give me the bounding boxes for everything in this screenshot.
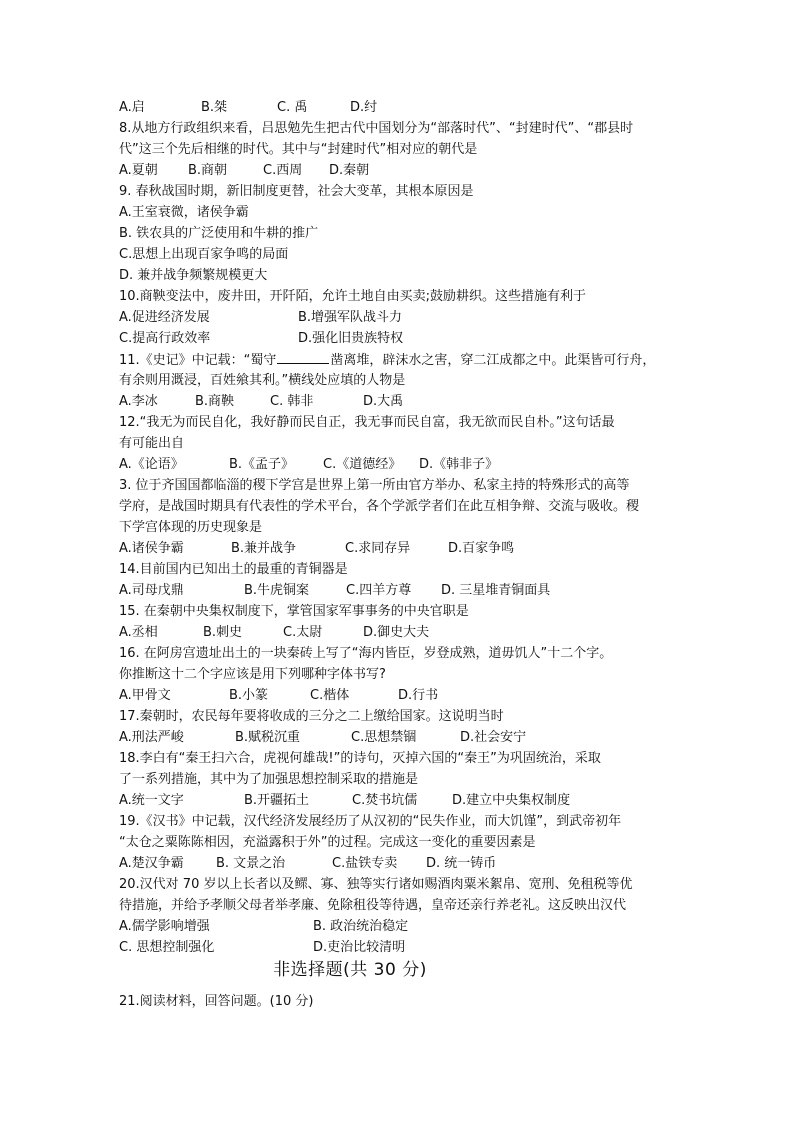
q10-stem: 10.商鞅变法中，废井田，开阡陌，允许土地自由买卖;鼓励耕织。这些措施有利于 xyxy=(119,289,587,304)
q14-option-c: C.四羊方尊 xyxy=(346,583,412,598)
q13-stem-line3: 下学宫体现的历史现象是 xyxy=(119,520,263,535)
q12-option-b: B.《孟子》 xyxy=(229,457,295,472)
q8-stem-line1: 8.从地方行政组织来看，吕思勉先生把古代中国划分为“部落时代”、“封建时代”、“郡县时 xyxy=(119,121,634,136)
q20-option-c: C. 思想控制强化 xyxy=(119,940,215,955)
q12-option-a: A.《论语》 xyxy=(119,457,184,472)
q9-stem: 9. 春秋战国时期，新旧制度更替，社会大变革，其根本原因是 xyxy=(119,184,474,199)
q16-stem-line2: 你推断这十二个字应该是用下列哪种字体书写? xyxy=(119,667,386,682)
q9-option-a: A.王室衰微，诸侯争霸 xyxy=(119,205,249,220)
q11-option-c: C. 韩非 xyxy=(270,394,314,409)
q11-option-d: D.大禹 xyxy=(363,394,404,409)
q8-stem-line2: 代”这三个先后相继的时代。其中与“封建时代”相对应的朝代是 xyxy=(119,142,478,157)
q11-answer-blank xyxy=(277,349,329,364)
q21-stem: 21.阅读材料，回答问题。(10 分) xyxy=(119,994,314,1009)
q15-option-a: A.丞相 xyxy=(119,625,158,640)
q10-option-d: D.强化旧贵族特权 xyxy=(298,331,404,346)
q11-stem-line2: 有余则用溉浸，百姓飨其利。”横线处应填的人物是 xyxy=(119,373,406,388)
q10-option-a: A.促进经济发展 xyxy=(119,310,210,325)
q8-option-b: B.商朝 xyxy=(188,163,228,178)
q8-option-d: D.秦朝 xyxy=(329,163,370,178)
q15-option-c: C.太尉 xyxy=(283,625,323,640)
q16-option-a: A.甲骨文 xyxy=(119,688,171,703)
q20-option-d: D.吏治比较清明 xyxy=(313,940,406,955)
q19-option-c: C.盐铁专卖 xyxy=(332,856,398,871)
q16-stem-line1: 16. 在阿房宫遗址出土的一块秦砖上写了“海内皆臣，岁登成熟，道毋饥人”十二个字。 xyxy=(119,646,613,661)
q11-stem-after-blank: 凿离堆，辟沫水之害，穿二江成都之中。此渠皆可行舟， xyxy=(330,353,656,368)
q9-option-c: C.思想上出现百家争鸣的局面 xyxy=(119,247,289,262)
q12-stem-line1: 12.“我无为而民自化，我好静而民自正，我无事而民自富，我无欲而民自朴。”这句话最 xyxy=(119,415,615,430)
q17-stem: 17.秦朝时，农民每年要将收成的三分之二上缴给国家。这说明当时 xyxy=(119,709,504,724)
q15-stem: 15. 在秦朝中央集权制度下，掌管国家军事事务的中央官职是 xyxy=(119,604,469,619)
q18-option-c: C.焚书坑儒 xyxy=(352,793,418,808)
q20-option-a: A.儒学影响增强 xyxy=(119,919,210,934)
q18-stem-line1: 18.李白有“秦王扫六合，虎视何雄哉!”的诗句，灭掉六国的“秦王”为巩固统治，采取 xyxy=(119,751,601,766)
q19-stem-line1: 19.《汉书》中记载，汉代经济发展经历了从汉初的“民失作业，而大饥馑”，到武帝初年 xyxy=(119,814,622,829)
q18-option-d: D.建立中央集权制度 xyxy=(452,793,571,808)
q19-option-b: B. 文景之治 xyxy=(216,856,286,871)
q9-option-b: B. 铁农具的广泛使用和牛耕的推广 xyxy=(119,226,319,241)
q19-option-d: D. 统一铸币 xyxy=(426,856,497,871)
q14-stem: 14.目前国内已知出土的最重的青铜器是 xyxy=(119,562,348,577)
q10-option-c: C.提高行政效率 xyxy=(119,331,211,346)
q11-stem-line1 xyxy=(119,349,655,370)
q13-option-b: B.兼并战争 xyxy=(231,541,297,556)
q14-option-d: D. 三星堆青铜面具 xyxy=(441,583,551,598)
q13-stem-line1: 3. 位于齐国国都临淄的稷下学宫是世界上第一所由官方举办、私家主持的特殊形式的高等 xyxy=(119,478,630,493)
section-title: 非选择题(共 30 分) xyxy=(273,960,427,980)
q19-option-a: A.楚汉争霸 xyxy=(119,856,184,871)
q7-option-d: D.纣 xyxy=(350,100,378,115)
q11-option-a: A.李冰 xyxy=(119,394,158,409)
q14-option-b: B.牛虎铜案 xyxy=(244,583,310,598)
q17-option-a: A.刑法严峻 xyxy=(119,730,184,745)
q13-option-c: C.求同存异 xyxy=(345,541,411,556)
q18-stem-line2: 了一系列措施，其中为了加强思想控制采取的措施是 xyxy=(119,772,419,787)
q7-option-b: B.桀 xyxy=(201,100,228,115)
q17-option-c: C.思想禁锢 xyxy=(351,730,417,745)
q20-stem-line1: 20.汉代对 70 岁以上长者以及鳏、寡、独等实行诸如赐酒肉粟米絮帛、宽刑、免租税等优 xyxy=(119,877,633,892)
q17-option-d: D.社会安宁 xyxy=(460,730,527,745)
q8-option-a: A.夏朝 xyxy=(119,163,158,178)
q14-option-a: A.司母戊鼎 xyxy=(119,583,184,598)
q18-option-a: A.统一文字 xyxy=(119,793,184,808)
q12-option-d: D.《韩非子》 xyxy=(419,457,499,472)
q12-stem-line2: 有可能出自 xyxy=(119,436,185,451)
q20-stem-line2: 待措施，并给予孝顺父母者举孝廉、免除租役等待遇，皇帝还亲行养老礼。这反映出汉代 xyxy=(119,898,627,913)
q17-option-b: B.赋税沉重 xyxy=(235,730,301,745)
q10-option-b: B.增强军队战斗力 xyxy=(298,310,403,325)
q12-option-c: C.《道德经》 xyxy=(323,457,402,472)
q20-option-b: B. 政治统治稳定 xyxy=(313,919,409,934)
q13-stem-line2: 学府，是战国时期具有代表性的学术平台，各个学派学者们在此互相争辩、交流与吸收。稷 xyxy=(119,499,640,514)
q9-option-d: D. 兼并战争频繁规模更大 xyxy=(119,268,268,283)
q13-option-d: D.百家争鸣 xyxy=(448,541,515,556)
q13-option-a: A.诸侯争霸 xyxy=(119,541,184,556)
q18-option-b: B.开疆拓土 xyxy=(244,793,310,808)
q16-option-c: C.楷体 xyxy=(310,688,350,703)
q19-stem-line2: “太仓之粟陈陈相因，充溢露积于外”的过程。完成这一变化的重要因素是 xyxy=(119,835,536,850)
q7-option-c: C. 禹 xyxy=(277,100,308,115)
q7-option-a: A.启 xyxy=(119,100,145,115)
q11-option-b: B.商鞅 xyxy=(195,394,235,409)
q8-option-c: C.西周 xyxy=(263,163,303,178)
q16-option-d: D.行书 xyxy=(398,688,439,703)
q16-option-b: B.小篆 xyxy=(229,688,269,703)
q15-option-b: B.刺史 xyxy=(203,625,243,640)
q11-stem-before-blank: 11.《史记》中记载：“蜀守 xyxy=(119,353,277,368)
q15-option-d: D.御史大夫 xyxy=(363,625,430,640)
